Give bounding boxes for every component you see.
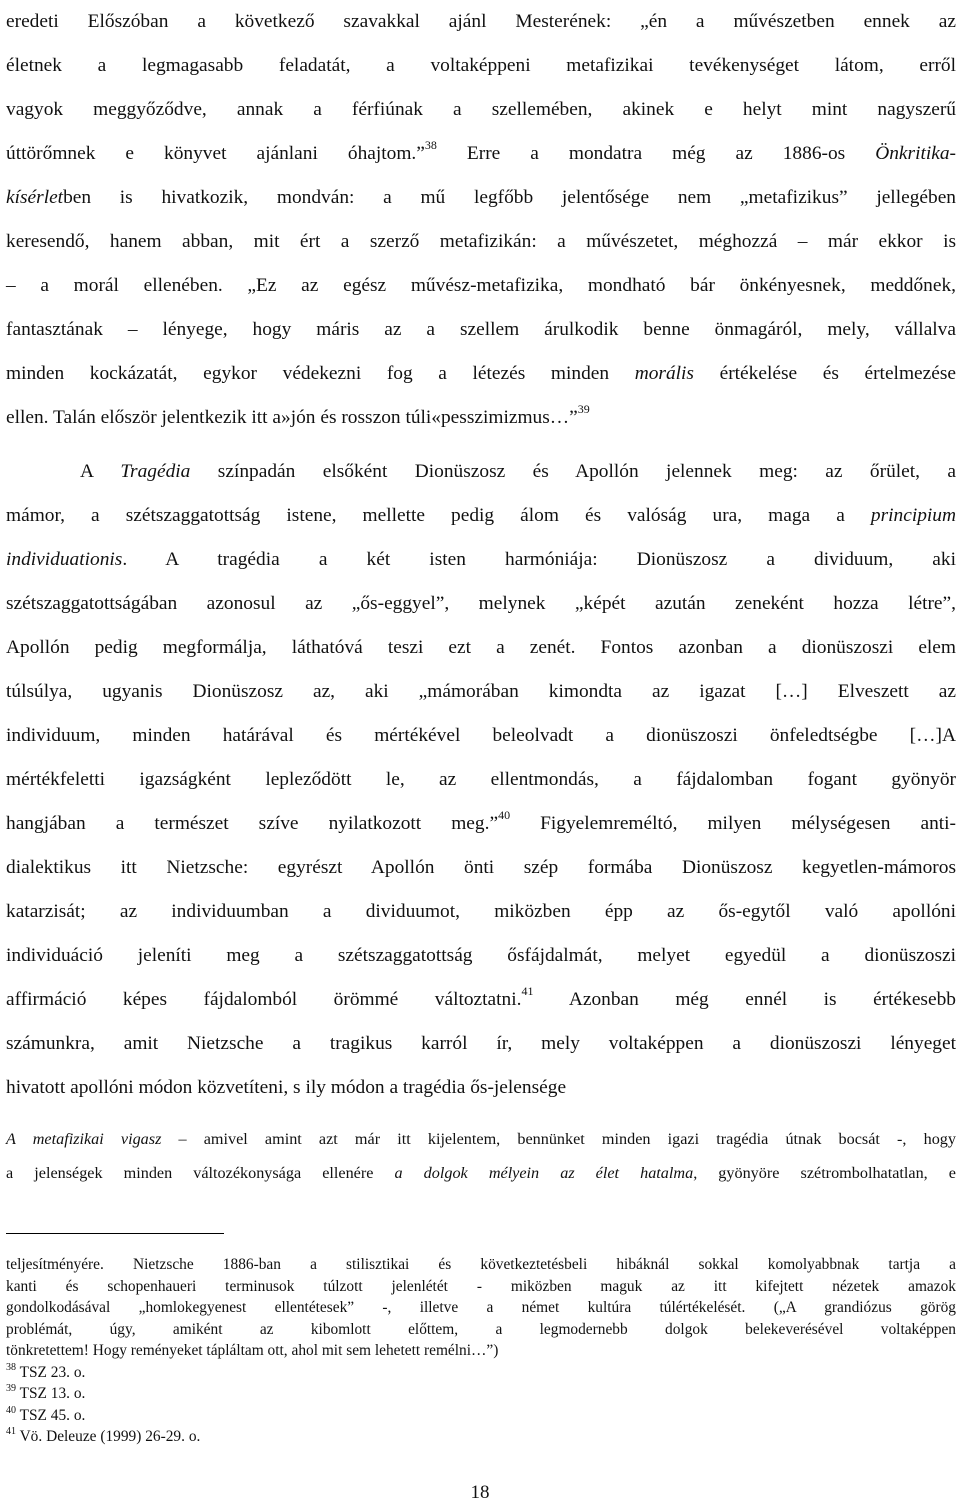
quoted-passage xyxy=(6,1122,956,1190)
body-line: keresendő, hanem abban, mit ért a szerző metafizikán: a művészetet, méghozzá – már ekkor is xyxy=(6,231,956,252)
page-number: 18 xyxy=(470,1482,490,1503)
body-line: szétszaggatottságában azonosul az „ős-eggyel”, melynek „képét azután zeneként hozza létre”, xyxy=(6,593,956,614)
footnote-continuation-line: gondolkodásával „homlokegyenest ellentétesek” -, illetve a német kultúra túlértékelését. („A grandiózus görög xyxy=(6,1299,956,1316)
quote-line: A metafizikai vigasz – amivel amint azt már itt kijelentem, bennünket minden igazi tragédia útnak bocsát -, hogy xyxy=(6,1130,956,1148)
quote-line: a jelenségek minden változékonysága ellenére a dolgok mélyein az élet hatalma, gyönyöre szétrombolhatatlan, e xyxy=(6,1164,956,1182)
footnote-40: $^{40}$ TSZ 45. o. xyxy=(6,1404,86,1424)
body-line: vagyok meggyőződve, annak a férfiúnak a szellemében, akinek e helyt mint nagyszerű xyxy=(6,99,956,120)
body-line: fantasztának – lényege, hogy máris az a szellem árulkodik benne önmagáról, mely, vállalva xyxy=(6,319,956,340)
footnote-continuation-line: kanti és schopenhaueri terminusok túlzott jelenlétét - miközben maguk az itt kifejtett nézetek amazok xyxy=(6,1277,956,1295)
body-line: számunkra, amit Nietzsche a tragikus karról ír, mely voltaképpen a dionüszoszi lényeget xyxy=(6,1033,956,1054)
footnotes-section xyxy=(6,1254,956,1448)
footnote-continuation-line: tönkretettem! Hogy reményeket tápláltam ott, ahol mit sem lehetett remélni…”) xyxy=(6,1342,499,1359)
body-line: Apollón pedig megformálja, láthatóvá teszi ezt a zenét. Fontos azonban a dionüszoszi elem xyxy=(6,637,956,658)
body-line: mértékfeletti igazságként lepleződött le, az ellentmondás, a fájdalomban fogant gyönyör xyxy=(6,769,956,790)
body-line: individuáció jeleníti meg a szétszaggatottság ősfájdalmát, melyet egyedül a dionüszoszi xyxy=(6,945,956,966)
footnote-39: $^{39}$ TSZ 13. o. xyxy=(6,1383,86,1402)
footnote-41: $^{41}$ Vö. Deleuze (1999) 26-29. o. xyxy=(6,1426,201,1445)
footnote-separator xyxy=(6,1233,224,1234)
body-line: A Tragédia színpadán elsőként Dionüszosz és Apollón jelennek meg: az őrület, a xyxy=(80,461,956,482)
footnote-ref: 40 xyxy=(498,808,511,822)
footnote-38: $^{38}$ TSZ 23. o. xyxy=(6,1361,86,1381)
body-line: életnek a legmagasabb feladatát, a voltaképpeni metafizikai tevékenységet látom, erről xyxy=(6,55,956,76)
body-line: – a morál ellenében. „Ez az egész művész-metafizika, mondható bár önkényesnek, meddőnek, xyxy=(6,275,956,296)
body-line: minden kockázatát, egykor védekezni fog a létezés minden morális értékelése és értelmezése xyxy=(6,363,956,384)
footnote-continuation-line: problémát, úgy, amiként az kibomlott előttem, a legmodernebb dolgok belekeverésével voltaképpen xyxy=(6,1320,956,1338)
body-line: katarzisát; az individuumban a dividuumot, miközben épp az ős-egytől való apollóni xyxy=(6,901,956,922)
footnote-ref: 38 xyxy=(424,138,437,152)
body-line: úttörőmnek e könyvet ajánlani óhajtom.”$^{38}$ Erre a mondatra még az 1886-os Önkritika- xyxy=(6,138,956,164)
footnote-ref: 41 xyxy=(521,984,534,998)
body-line: affirmáció képes fájdalomból örömmé változtatni.$^{41}$ Azonban még ennél is értékesebb xyxy=(6,984,956,1010)
body-line: hivatott apollóni módon közvetíteni, s ily módon a tragédia ős-jelensége xyxy=(6,1077,567,1098)
footnote-continuation-line: teljesítményére. Nietzsche 1886-ban a stilisztikai és következtetésbeli hibáknál sokkal komolyabbnak tartja a xyxy=(6,1256,956,1273)
body-line: túlsúlya, ugyanis Dionüszosz az, aki „mámorában kimondta az igazat […] Elveszett az xyxy=(6,681,956,702)
body-line: eredeti Előszóban a következő szavakkal ajánl Mesterének: „én a művészetben ennek az xyxy=(6,11,956,32)
body-line: individuationis. A tragédia a két isten harmóniája: Dionüszosz a dividuum, aki xyxy=(6,549,956,570)
body-line: ellen. Talán először jelentkezik itt a»jón és rosszon túli«pesszimizmus…”$^{39}$ xyxy=(6,402,590,428)
body-line: kísérletben is hivatkozik, mondván: a mű legfőbb jelentősége nem „metafizikus” jellegében xyxy=(6,187,956,208)
body-line: hangjában a természet szíve nyilatkozott meg.”$^{40}$ Figyelemreméltó, milyen mélységesen anti- xyxy=(6,808,957,834)
body-line: individuum, minden határával és mértékével beleolvadt a dionüszoszi önfeledtségbe […]A xyxy=(6,725,956,746)
footnote-ref: 39 xyxy=(577,402,590,416)
body-line: dialektikus itt Nietzsche: egyrészt Apollón önti szép formába Dionüszosz kegyetlen-mámoros xyxy=(6,857,956,878)
body-line: mámor, a szétszaggatottság istene, mellette pedig álom és valóság ura, maga a principium xyxy=(6,505,956,526)
main-body-text xyxy=(6,0,956,1110)
